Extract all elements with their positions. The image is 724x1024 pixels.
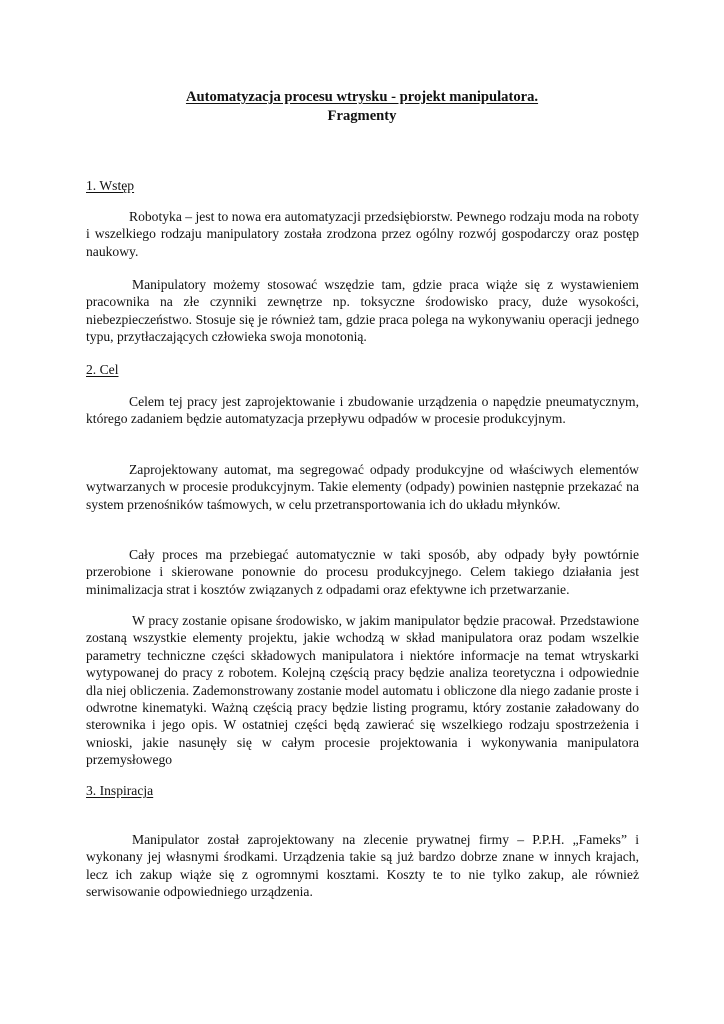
paragraph: Zaprojektowany automat, ma segregować odpady produkcyjne od właściwych elementów wytwarzanych w procesie produkcyjnym. Takie elementy (odpady) powinien następnie przekazać na system przenośników taśmowych, w celu przetransportowania ich do układu młynków. [86,462,639,512]
paragraph: Celem tej pracy jest zaprojektowanie i zbudowanie urządzenia o napędzie pneumatycznym, którego zadaniem będzie automatyzacja przepływu odpadów w procesie produkcyjnym. [86,394,639,427]
paragraph: Cały proces ma przebiegać automatycznie w taki sposób, aby odpady były powtórnie przerobione i skierowane ponownie do procesu produkcyjnego. Celem takiego działania jest minimalizacja strat i kosztów związanych z odpadami oraz efektywne ich przetwarzanie. [86,547,639,597]
paragraph: Manipulator został zaprojektowany na zlecenie prywatnej firmy – P.P.H. „Fameks” i wykonany jej własnymi środkami. Urządzenia takie są już bardzo dobrze znane w innych krajach, lecz ich zakup wiąże się z ogromnymi kosztami. Koszty te to nie tylko zakup, ale również serwisowanie odpowiedniego urządzenia. [86,832,639,900]
document-subtitle: Fragmenty [327,108,397,124]
paragraph: Manipulatory możemy stosować wszędzie tam, gdzie praca wiąże się z wystawieniem pracownika na złe czynniki zewnętrze np. toksyczne środowisko pracy, duże wysokości, niebezpieczeństwo. Stosuje się je również tam, gdzie praca polega na wykonywaniu operacji jednego typu, przytłaczających człowieka swoja monotonią. [86,277,639,345]
paragraph: W pracy zostanie opisane środowisko, w jakim manipulator będzie pracował. Przedstawione zostaną wszystkie elementy projektu, jakie wchodzą w skład manipulatora oraz podam wszelkie parametry techniczne części składowych manipulatora i niektóre informacje na temat wtryskarki wytypowanej do pracy z robotem. Kolejną częścią pracy będzie analiza teoretyczna i odpowiednie dla niej obliczenia. Zademonstrowany zostanie model automatu i obliczone dla niego zadanie proste i odwrotne kinematyki. Ważną częścią pracy będzie listing programu, który zostanie załadowany do sterownika i jego opis. W ostatniej części będą zawierać się wszelkiego rodzaju spostrzeżenia i wnioski, jakie nasunęły się w całym procesie projektowania i wykonywania manipulatora przemysłowego [86,613,639,768]
section-heading-inspiration: 3. Inspiracja [86,783,154,798]
section-heading-goal: 2. Cel [86,362,119,377]
section-heading-intro: 1. Wstęp [86,178,135,193]
document-title: Automatyzacja procesu wtrysku - projekt manipulatora. [185,89,539,105]
paragraph: Robotyka – jest to nowa era automatyzacji przedsiębiorstw. Pewnego rodzaju moda na roboty i wszelkiego rodzaju manipulatory została zrodzona przez ogólny rozwój gospodarczy oraz postęp naukowy. [86,209,639,259]
